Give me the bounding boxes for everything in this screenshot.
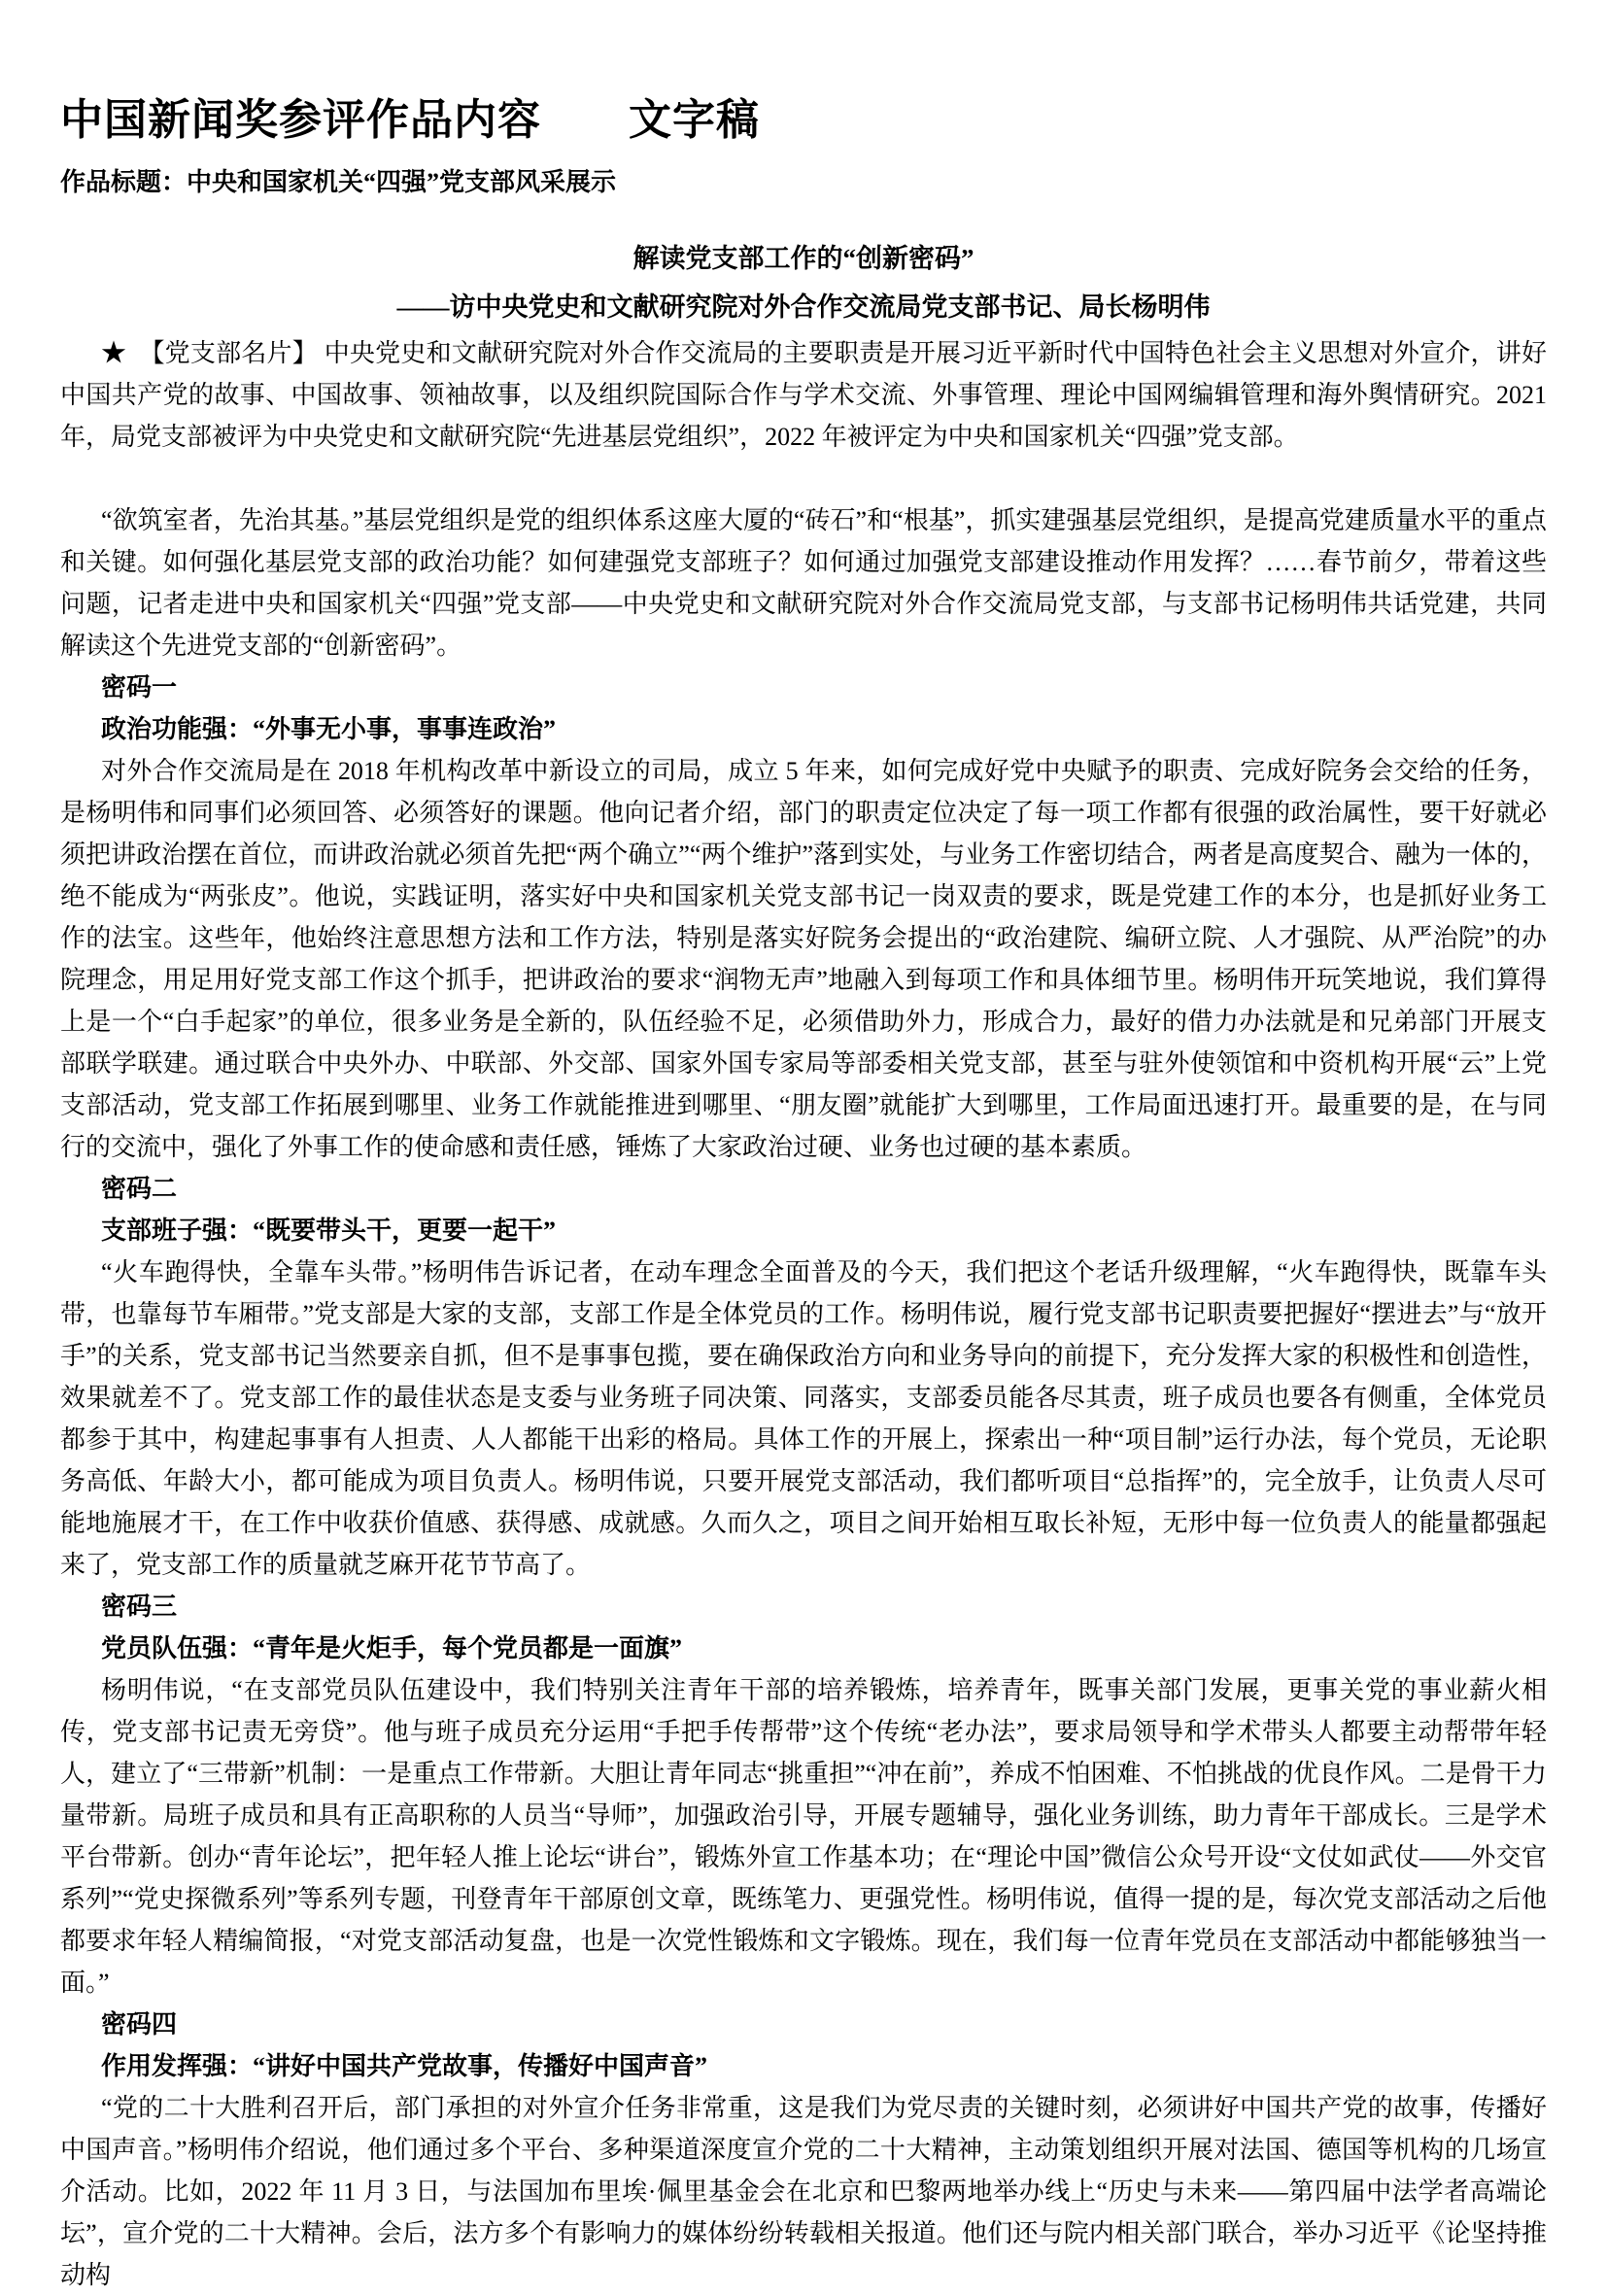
section-1-body: 对外合作交流局是在 2018 年机构改革中新设立的司局，成立 5 年来，如何完成好党中央赋予的职责、完成好院务会交给的任务，是杨明伟和同事们必须回答、必须答好的课题。他向记者介绍，部门的职责定位决定了每一项工作都有很强的政治属性，要干好就必须把讲政治摆在首位，而讲政治就必须首先把“两个确立”“两个维护”落到实处，与业务工作密切结合，两者是高度契合、融为一体的，绝不能成为“两张皮”。他说，实践证明，落实好中央和国家机关党支部书记一岗双责的要求，既是党建工作的本分，也是抓好业务工作的法宝。这些年，他始终注意思想方法和工作方法，特别是落实好院务会提出的“政治建院、编研立院、人才强院、从严治院”的办院理念，用足用好党支部工作这个抓手，把讲政治的要求“润物无声”地融入到每项工作和具体细节里。杨明伟开玩笑地说，我们算得上是一个“白手起家”的单位，很多业务是全新的，队伍经验不足，必须借助外力，形成合力，最好的借力办法就是和兄弟部门开展支部联学联建。通过联合中央外办、中联部、外交部、国家外国专家局等部委相关党支部，甚至与驻外使领馆和中资机构开展“云”上党支部活动，党支部工作拓展到哪里、业务工作就能推进到哪里、“朋友圈”就能扩大到哪里，工作局面迅速打开。最重要的是，在与同行的交流中，强化了外事工作的使命感和责任感，锤炼了大家政治过硬、业务也过硬的基本素质。 xyxy=(60,757,1547,1161)
article-headline: 解读党支部工作的“创新密码” xyxy=(633,244,974,273)
section-4-heading: 作用发挥强：“讲好中国共产党故事，传播好中国声音” xyxy=(101,2052,708,2080)
lead-paragraph: “欲筑室者，先治其基。”基层党组织是党的组织体系这座大厦的“砖石”和“根基”，抓实建强基层党组织，是提高党建质量水平的重点和关键。如何强化基层党支部的政治功能？如何建强党支部班子？如何通过加强党支部建设推动作用发挥？……春节前夕，带着这些问题，记者走进中央和国家机关“四强”党支部——中央党史和文献研究院对外合作交流局党支部，与支部书记杨明伟共话党建，共同解读这个先进党支部的“创新密码”。 xyxy=(60,506,1547,660)
section-4-code-label: 密码四 xyxy=(101,2010,178,2039)
article-subheadline: ——访中央党史和文献研究院对外合作交流局党支部书记、局长杨明伟 xyxy=(396,292,1211,322)
section-2 xyxy=(60,1168,1547,1586)
section-2-code-label: 密码二 xyxy=(101,1175,178,1203)
section-4 xyxy=(60,2004,1547,2296)
section-3-heading: 党员队伍强：“青年是火炬手，每个党员都是一面旗” xyxy=(101,1634,683,1662)
section-3-body: 杨明伟说，“在支部党员队伍建设中，我们特别关注青年干部的培养锻炼，培养青年，既事关部门发展，更事关党的事业薪火相传，党支部书记责无旁贷”。他与班子成员充分运用“手把手传帮带”这个传统“老办法”，要求局领导和学术带头人都要主动帮带年轻人，建立了“三带新”机制：一是重点工作带新。大胆让青年同志“挑重担”“冲在前”，养成不怕困难、不怕挑战的优良作风。二是骨干力量带新。局班子成员和具有正高职称的人员当“导师”，加强政治引导，开展专题辅导，强化业务训练，助力青年干部成长。三是学术平台带新。创办“青年论坛”，把年轻人推上论坛“讲台”，锻炼外宣工作基本功；在“理论中国”微信公众号开设“文仗如武仗——外交官系列”“党史探微系列”等系列专题，刊登青年干部原创文章，既练笔力、更强党性。杨明伟说，值得一提的是，每次党支部活动之后他都要求年轻人精编简报，“对党支部活动复盘，也是一次党性锻炼和文字锻炼。现在，我们每一位青年党员在支部活动中都能够独当一面。” xyxy=(60,1676,1547,1997)
party-branch-profile-paragraph: ★ 【党支部名片】 中央党史和文献研究院对外合作交流局的主要职责是开展习近平新时代中国特色社会主义思想对外宣介，讲好中国共产党的故事、中国故事、领袖故事，以及组织院国际合作与学术交流、外事管理、理论中国网编辑管理和海外舆情研究。2021 年，局党支部被评为中央党史和文献研究院“先进基层党组织”，2022 年被评定为中央和国家机关“四强”党支部。 xyxy=(60,339,1547,451)
section-1-heading: 政治功能强：“外事无小事，事事连政治” xyxy=(101,715,557,743)
section-3 xyxy=(60,1586,1547,2004)
section-3-code-label: 密码三 xyxy=(101,1593,178,1621)
section-4-body: “党的二十大胜利召开后，部门承担的对外宣介任务非常重，这是我们为党尽责的关键时刻，必须讲好中国共产党的故事，传播好中国声音。”杨明伟介绍说，他们通过多个平台、多种渠道深度宣介党的二十大精神，主动策划组织开展对法国、德国等机构的几场宣介活动。比如，2022 年 11 月 3 日，与法国加布里埃·佩里基金会在北京和巴黎两地举办线上“历史与未来——第四届中法学者高端论坛”，宣介党的二十大精神。会后，法方多个有影响力的媒体纷纷转载相关报道。他们还与院内相关部门联合，举办习近平《论坚持推动构 xyxy=(60,2094,1547,2289)
section-2-heading: 支部班子强：“既要带头干，更要一起干” xyxy=(101,1217,557,1245)
section-2-body: “火车跑得快，全靠车头带。”杨明伟告诉记者，在动车理念全面普及的今天，我们把这个老话升级理解，“火车跑得快，既靠车头带，也靠每节车厢带。”党支部是大家的支部，支部工作是全体党员的工作。杨明伟说，履行党支部书记职责要把握好“摆进去”与“放开手”的关系，党支部书记当然要亲自抓，但不是事事包揽，要在确保政治方向和业务导向的前提下，充分发挥大家的积极性和创造性，效果就差不了。党支部工作的最佳状态是支委与业务班子同决策、同落实，支部委员能各尽其责，班子成员也要各有侧重，全体党员都参于其中，构建起事事有人担责、人人都能干出彩的格局。具体工作的开展上，探索出一种“项目制”运行办法，每个党员，无论职务高低、年龄大小，都可能成为项目负责人。杨明伟说，只要开展党支部活动，我们都听项目“总指挥”的，完全放手，让负责人尽可能地施展才干，在工作中收获价值感、获得感、成就感。久而久之，项目之间开始相互取长补短，无形中每一位负责人的能量都强起来了，党支部工作的质量就芝麻开花节节高了。 xyxy=(60,1258,1547,1579)
section-1 xyxy=(60,667,1547,1168)
work-title: 作品标题：中央和国家机关“四强”党支部风采展示 xyxy=(60,168,617,196)
section-1-code-label: 密码一 xyxy=(101,673,178,702)
doc-title: 中国新闻奖参评作品内容 文字稿 xyxy=(60,96,760,144)
